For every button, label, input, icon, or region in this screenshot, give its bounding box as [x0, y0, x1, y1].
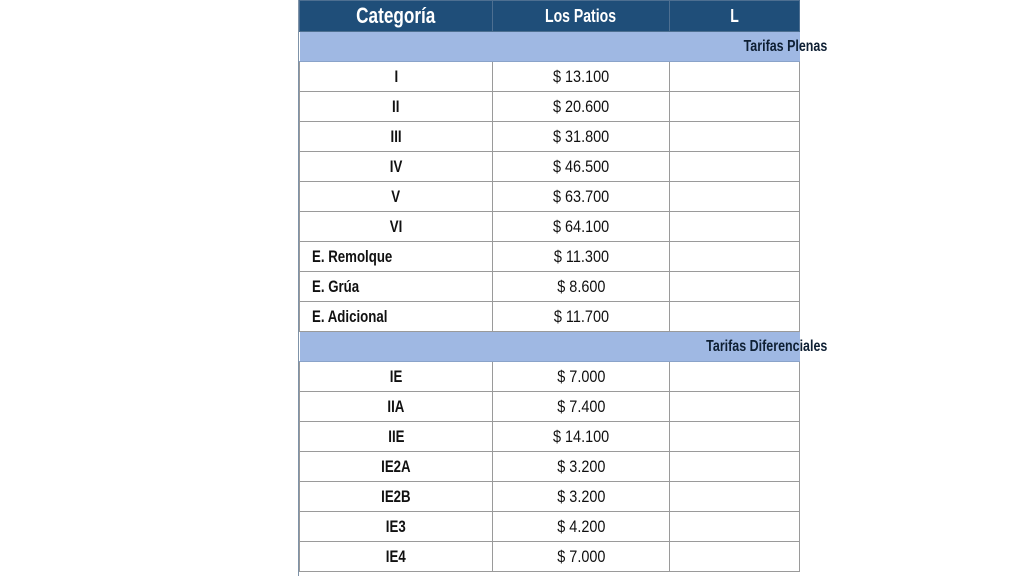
table-row	[300, 392, 800, 422]
category-cell: V	[300, 182, 493, 212]
table-row	[300, 122, 800, 152]
section-title: Tarifas Diferenciales	[300, 332, 800, 362]
section-header-row	[300, 32, 800, 62]
price-cell: $ 13.100	[493, 62, 670, 92]
category-cell: IIE	[300, 422, 493, 452]
next-column-cell	[670, 422, 800, 452]
price-cell: $ 11.700	[493, 302, 670, 332]
next-column-cell	[670, 392, 800, 422]
next-column-cell	[670, 482, 800, 512]
table-row	[300, 482, 800, 512]
next-column-cell	[670, 62, 800, 92]
category-cell: IE3	[300, 512, 493, 542]
next-column-cell	[670, 92, 800, 122]
next-column-cell	[670, 362, 800, 392]
category-cell: II	[300, 92, 493, 122]
next-column-cell	[670, 542, 800, 572]
next-column-cell	[670, 182, 800, 212]
price-cell: $ 3.200	[493, 482, 670, 512]
price-cell: $ 8.600	[493, 272, 670, 302]
section-title: Tarifas Plenas	[300, 32, 800, 62]
header-categoria: Categoría	[300, 1, 493, 32]
next-column-cell	[670, 272, 800, 302]
tariff-table	[299, 0, 828, 572]
table-row	[300, 542, 800, 572]
table-row	[300, 242, 800, 272]
next-column-cell	[670, 152, 800, 182]
next-column-cell	[670, 122, 800, 152]
price-cell: $ 7.400	[493, 392, 670, 422]
price-cell: $ 7.000	[493, 362, 670, 392]
price-cell: $ 11.300	[493, 242, 670, 272]
category-cell: E. Remolque	[300, 242, 493, 272]
category-cell: IE2A	[300, 452, 493, 482]
next-column-cell	[670, 512, 800, 542]
table-row	[300, 302, 800, 332]
table-row	[300, 272, 800, 302]
tariff-table-container	[298, 0, 828, 576]
table-row	[300, 512, 800, 542]
section-header-row	[300, 332, 800, 362]
table-row	[300, 422, 800, 452]
table-row	[300, 452, 800, 482]
table-row	[300, 212, 800, 242]
price-cell: $ 4.200	[493, 512, 670, 542]
price-cell: $ 31.800	[493, 122, 670, 152]
table-row	[300, 152, 800, 182]
price-cell: $ 7.000	[493, 542, 670, 572]
price-cell: $ 64.100	[493, 212, 670, 242]
price-cell: $ 63.700	[493, 182, 670, 212]
next-column-cell	[670, 452, 800, 482]
table-row	[300, 92, 800, 122]
category-cell: VI	[300, 212, 493, 242]
price-cell: $ 46.500	[493, 152, 670, 182]
table-row	[300, 362, 800, 392]
category-cell: IIA	[300, 392, 493, 422]
header-next-column: L	[670, 1, 800, 32]
category-cell: IE4	[300, 542, 493, 572]
next-column-cell	[670, 302, 800, 332]
category-cell: IE	[300, 362, 493, 392]
category-cell: I	[300, 62, 493, 92]
category-cell: E. Adicional	[300, 302, 493, 332]
price-cell: $ 3.200	[493, 452, 670, 482]
category-cell: IE2B	[300, 482, 493, 512]
price-cell: $ 14.100	[493, 422, 670, 452]
category-cell: E. Grúa	[300, 272, 493, 302]
table-body	[300, 32, 828, 572]
table-header	[300, 1, 800, 32]
price-cell: $ 20.600	[493, 92, 670, 122]
category-cell: IV	[300, 152, 493, 182]
header-los-patios: Los Patios	[493, 1, 670, 32]
table-row	[300, 182, 800, 212]
next-column-cell	[670, 212, 800, 242]
table-row	[300, 62, 800, 92]
next-column-cell	[670, 242, 800, 272]
category-cell: III	[300, 122, 493, 152]
